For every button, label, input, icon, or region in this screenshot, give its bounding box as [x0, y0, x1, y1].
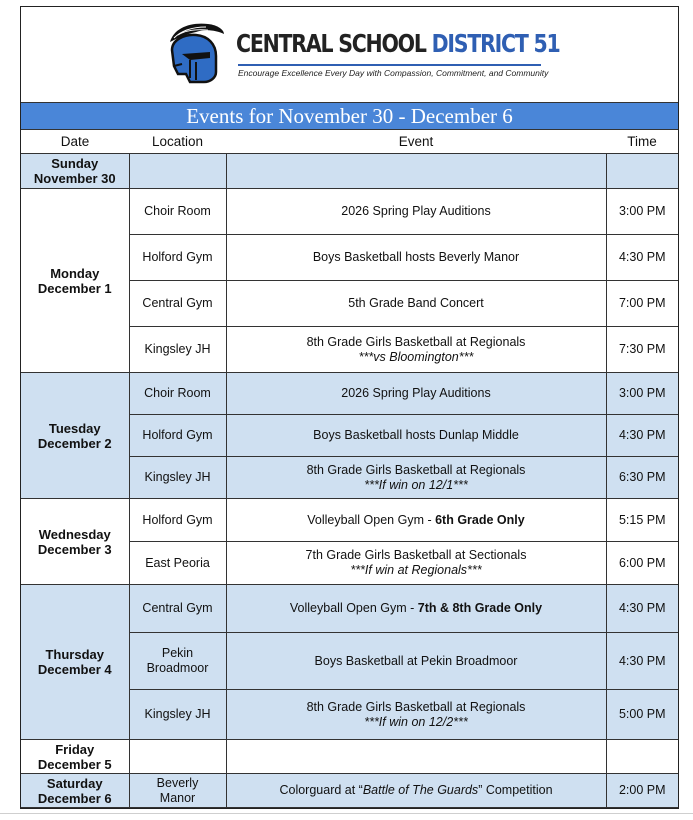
day-weekday: Tuesday	[48, 420, 101, 436]
district-title-part2: DISTRICT 51	[431, 29, 560, 58]
table-row	[21, 740, 678, 774]
location-cell: Kingsley JH	[129, 327, 226, 373]
event-cell	[226, 327, 606, 373]
event-emphasis: 7th & 8th Grade Only	[417, 601, 543, 615]
district-title-part1: CENTRAL SCHOOL	[236, 29, 432, 58]
day-cell-saturday	[21, 774, 129, 808]
time-cell: 3:00 PM	[606, 189, 678, 235]
location-cell	[129, 154, 226, 189]
event-cell: 2026 Spring Play Auditions	[226, 373, 606, 415]
event-cell	[226, 154, 606, 189]
location-cell: Central Gym	[129, 585, 226, 633]
event-text: Volleyball Open Gym -	[307, 512, 436, 527]
page-bottom-rule	[0, 813, 693, 814]
table-row	[21, 189, 678, 235]
location-cell: Holford Gym	[129, 235, 226, 281]
time-cell: 4:30 PM	[606, 633, 678, 690]
time-cell: 5:00 PM	[606, 690, 678, 740]
column-header-time: Time	[606, 130, 678, 154]
district-title	[236, 29, 560, 59]
location-cell	[129, 633, 226, 690]
time-cell: 6:30 PM	[606, 457, 678, 499]
location-cell: Kingsley JH	[129, 457, 226, 499]
event-text: Volleyball Open Gym -	[289, 601, 418, 615]
event-cell	[226, 690, 606, 740]
table-row	[21, 585, 678, 633]
day-cell-tuesday	[21, 373, 129, 499]
location-cell: Kingsley JH	[129, 690, 226, 740]
event-cell: Boys Basketball at Pekin Broadmoor	[226, 633, 606, 690]
time-cell: 3:00 PM	[606, 373, 678, 415]
event-cell: 2026 Spring Play Auditions	[226, 189, 606, 235]
district-tagline: Encourage Excellence Every Day with Compassion, Commitment, and Community	[238, 68, 549, 78]
event-text: 7th Grade Girls Basketball at Sectionals	[305, 548, 527, 562]
time-cell: 6:00 PM	[606, 542, 678, 585]
tagline-divider	[238, 64, 541, 66]
location-cell	[129, 774, 226, 808]
column-header-location: Location	[129, 130, 226, 154]
day-weekday: Monday	[50, 265, 100, 281]
time-cell: 7:30 PM	[606, 327, 678, 373]
day-weekday: Wednesday	[38, 526, 111, 542]
event-note: ***If win on 12/1***	[364, 477, 468, 492]
event-cell	[226, 585, 606, 633]
day-date: December 4	[37, 662, 112, 677]
location-line: Manor	[159, 790, 196, 805]
district-header	[21, 7, 678, 102]
event-cell	[226, 774, 606, 808]
location-line: Broadmoor	[146, 661, 209, 675]
day-cell-sunday	[21, 154, 129, 189]
table-row	[21, 774, 678, 808]
location-cell: Holford Gym	[129, 499, 226, 542]
location-cell: Holford Gym	[129, 415, 226, 457]
event-cell	[226, 740, 606, 774]
day-date: December 5	[37, 756, 112, 772]
day-date: December 1	[37, 280, 112, 296]
day-cell-wednesday	[21, 499, 129, 585]
events-table	[21, 130, 678, 808]
location-cell	[129, 740, 226, 774]
time-cell: 2:00 PM	[606, 774, 678, 808]
event-cell: Boys Basketball hosts Beverly Manor	[226, 235, 606, 281]
event-emphasis: 6th Grade Only	[435, 512, 525, 527]
event-cell	[226, 542, 606, 585]
table-row	[21, 373, 678, 415]
column-header-date: Date	[21, 130, 129, 154]
event-note: ***If win at Regionals***	[350, 563, 482, 577]
table-row	[21, 499, 678, 542]
day-date: December 3	[37, 541, 112, 557]
table-row	[21, 154, 678, 189]
location-line: Beverly	[156, 775, 199, 790]
event-cell	[226, 499, 606, 542]
time-cell	[606, 154, 678, 189]
day-weekday: Saturday	[46, 775, 103, 791]
day-date: November 30	[33, 171, 116, 186]
location-line: Pekin	[161, 646, 194, 660]
event-emphasis: Battle of The Guards	[362, 783, 479, 797]
event-text: 8th Grade Girls Basketball at Regionals	[306, 462, 526, 477]
table-header-row	[21, 130, 678, 154]
event-text: 8th Grade Girls Basketball at Regionals	[306, 334, 526, 349]
time-cell: 4:30 PM	[606, 585, 678, 633]
time-cell	[606, 740, 678, 774]
location-cell: Choir Room	[129, 373, 226, 415]
day-weekday: Friday	[55, 741, 95, 757]
location-cell: East Peoria	[129, 542, 226, 585]
time-cell: 7:00 PM	[606, 281, 678, 327]
event-cell: 5th Grade Band Concert	[226, 281, 606, 327]
event-text: 8th Grade Girls Basketball at Regionals	[306, 699, 526, 714]
day-cell-friday	[21, 740, 129, 774]
events-banner: Events for November 30 - December 6	[21, 102, 678, 130]
event-cell	[226, 457, 606, 499]
day-cell-thursday	[21, 585, 129, 740]
event-note: ***vs Bloomington***	[358, 349, 474, 364]
day-cell-monday	[21, 189, 129, 373]
day-weekday: Thursday	[45, 647, 104, 662]
event-note: ***If win on 12/2***	[364, 714, 468, 729]
event-cell: Boys Basketball hosts Dunlap Middle	[226, 415, 606, 457]
event-text: Colorguard at “	[279, 783, 363, 797]
time-cell: 4:30 PM	[606, 235, 678, 281]
column-header-event: Event	[226, 130, 606, 154]
time-cell: 4:30 PM	[606, 415, 678, 457]
location-cell: Central Gym	[129, 281, 226, 327]
location-cell: Choir Room	[129, 189, 226, 235]
spartan-helmet-icon	[160, 20, 226, 86]
day-weekday: Sunday	[51, 156, 99, 171]
time-cell: 5:15 PM	[606, 499, 678, 542]
day-date: December 2	[37, 435, 112, 451]
events-sheet	[20, 6, 679, 809]
day-date: December 6	[37, 790, 112, 806]
event-text: ” Competition	[478, 783, 553, 797]
